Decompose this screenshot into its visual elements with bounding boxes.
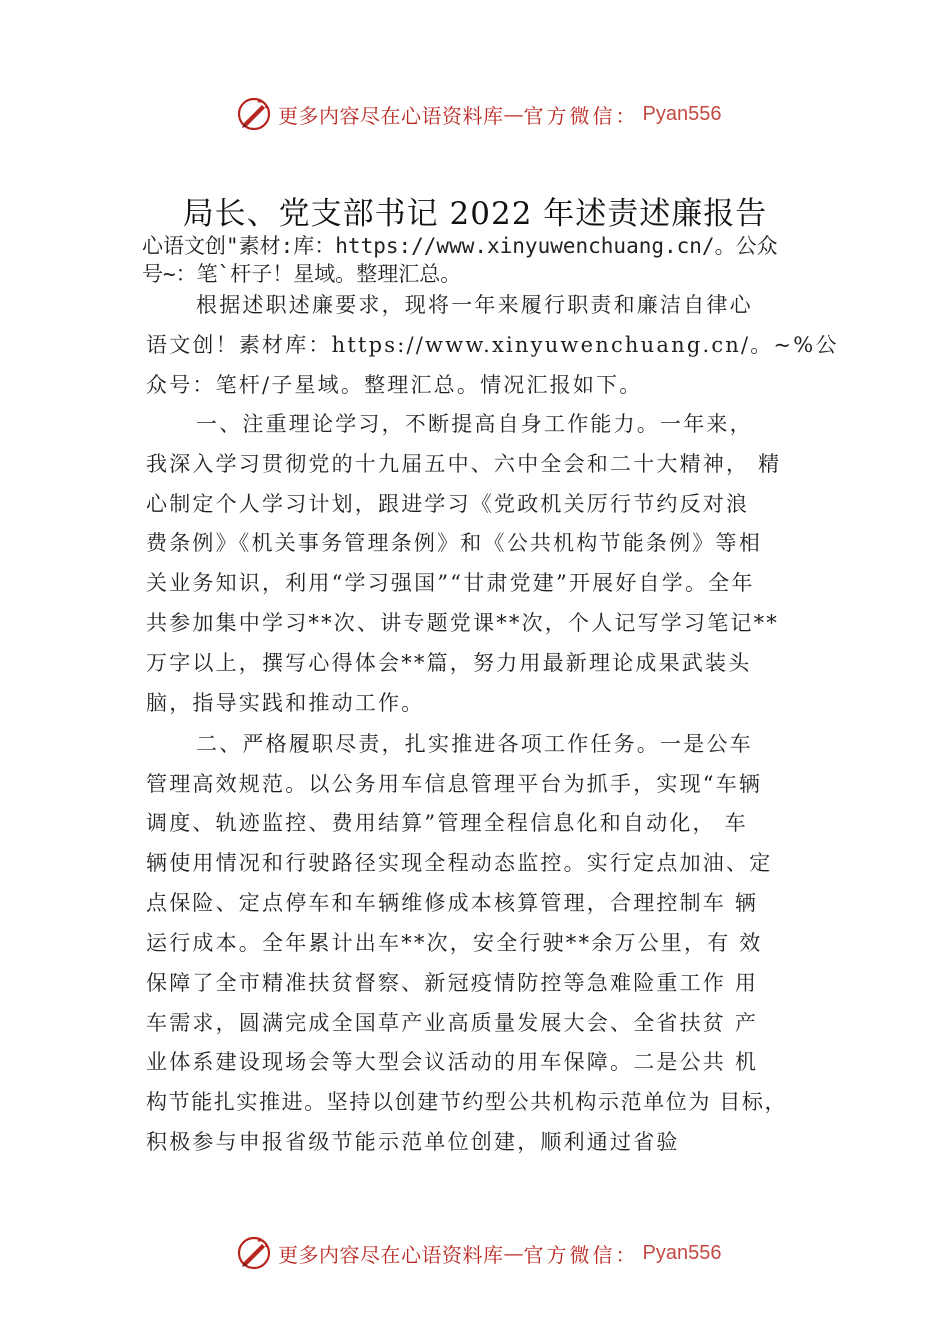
watermark-banner-top	[236, 94, 721, 134]
body-line: 运行成本。全年累计出车**次，安全行驶**余万公里，有 效	[146, 931, 763, 955]
body-line: 业体系建设现场会等大型会议活动的用车保障。二是公共 机	[146, 1050, 759, 1074]
body-line: 众号：笔杆/子星域。整理汇总。情况汇报如下。	[146, 373, 643, 397]
watermark-banner-bottom	[236, 1233, 721, 1273]
source-line: 号~：笔`杆子！星域。整理汇总。	[142, 262, 462, 286]
wechat-id: Pyan556	[642, 1241, 722, 1264]
watermark-separator: —	[503, 102, 524, 126]
body-line: 语文创！素材库：https://www.xinyuwenchuang.cn/。~%公	[146, 333, 839, 357]
body-line: 调度、轨迹监控、费用结算”管理全程信息化和自动化， 车	[146, 811, 748, 835]
document-title: 局长、党支部书记 2022 年述责述廉报告	[182, 196, 768, 232]
body-line: 保障了全市精准扶贫督察、新冠疫情防控等急难险重工作 用	[146, 971, 759, 995]
body-line: 我深入学习贯彻党的十九届五中、六中全会和二十大精神， 精	[146, 452, 782, 476]
body-line: 一、注重理论学习，不断提高自身工作能力。一年来，	[196, 412, 753, 436]
body-line: 关业务知识，利用“学习强国”“甘肃党建”开展好自学。全年	[146, 571, 755, 595]
wechat-id: Pyan556	[642, 102, 722, 125]
body-line: 万字以上，撰写心得体会**篇，努力用最新理论成果武装头	[146, 651, 752, 675]
body-line: 车需求，圆满完成全国草产业高质量发展大会、全省扶贫 产	[146, 1011, 759, 1035]
pen-seal-icon	[236, 1235, 272, 1271]
body-line: 辆使用情况和行驶路径实现全程动态监控。实行定点加油、定	[146, 851, 773, 875]
body-line: 二、严格履职尽责，扎实推进各项工作任务。一是公车	[196, 732, 753, 756]
body-line: 费条例》《机关事务管理条例》和《公共机构节能条例》等相	[146, 531, 762, 555]
body-line: 心制定个人学习计划，跟进学习《党政机关厉行节约反对浪	[146, 492, 750, 516]
watermark-text: 更多内容尽在心语资料库	[278, 1242, 504, 1267]
body-line: 积极参与申报省级节能示范单位创建，顺利通过省验	[146, 1130, 680, 1154]
body-line: 共参加集中学习**次、讲专题党课**次，个人记写学习笔记**	[146, 611, 779, 635]
source-line: 心语文创"素材:库：https://www.xinyuwenchuang.cn/。公众	[142, 234, 778, 258]
pen-seal-icon	[236, 96, 272, 132]
watermark-separator: —	[503, 1241, 524, 1265]
body-line: 脑，指导实践和推动工作。	[146, 691, 425, 715]
watermark-text: 更多内容尽在心语资料库	[278, 103, 504, 128]
body-line: 点保险、定点停车和车辆维修成本核算管理，合理控制车 辆	[146, 891, 759, 915]
wechat-label: 官方微信：	[523, 1242, 639, 1267]
body-line: 构节能扎实推进。坚持以创建节约型公共机构示范单位为 目标，	[146, 1090, 788, 1114]
body-line: 管理高效规范。以公务用车信息管理平台为抓手，实现“车辆	[146, 772, 763, 796]
wechat-label: 官方微信：	[523, 103, 639, 128]
body-line: 根据述职述廉要求，现将一年来履行职责和廉洁自律心	[196, 293, 753, 317]
